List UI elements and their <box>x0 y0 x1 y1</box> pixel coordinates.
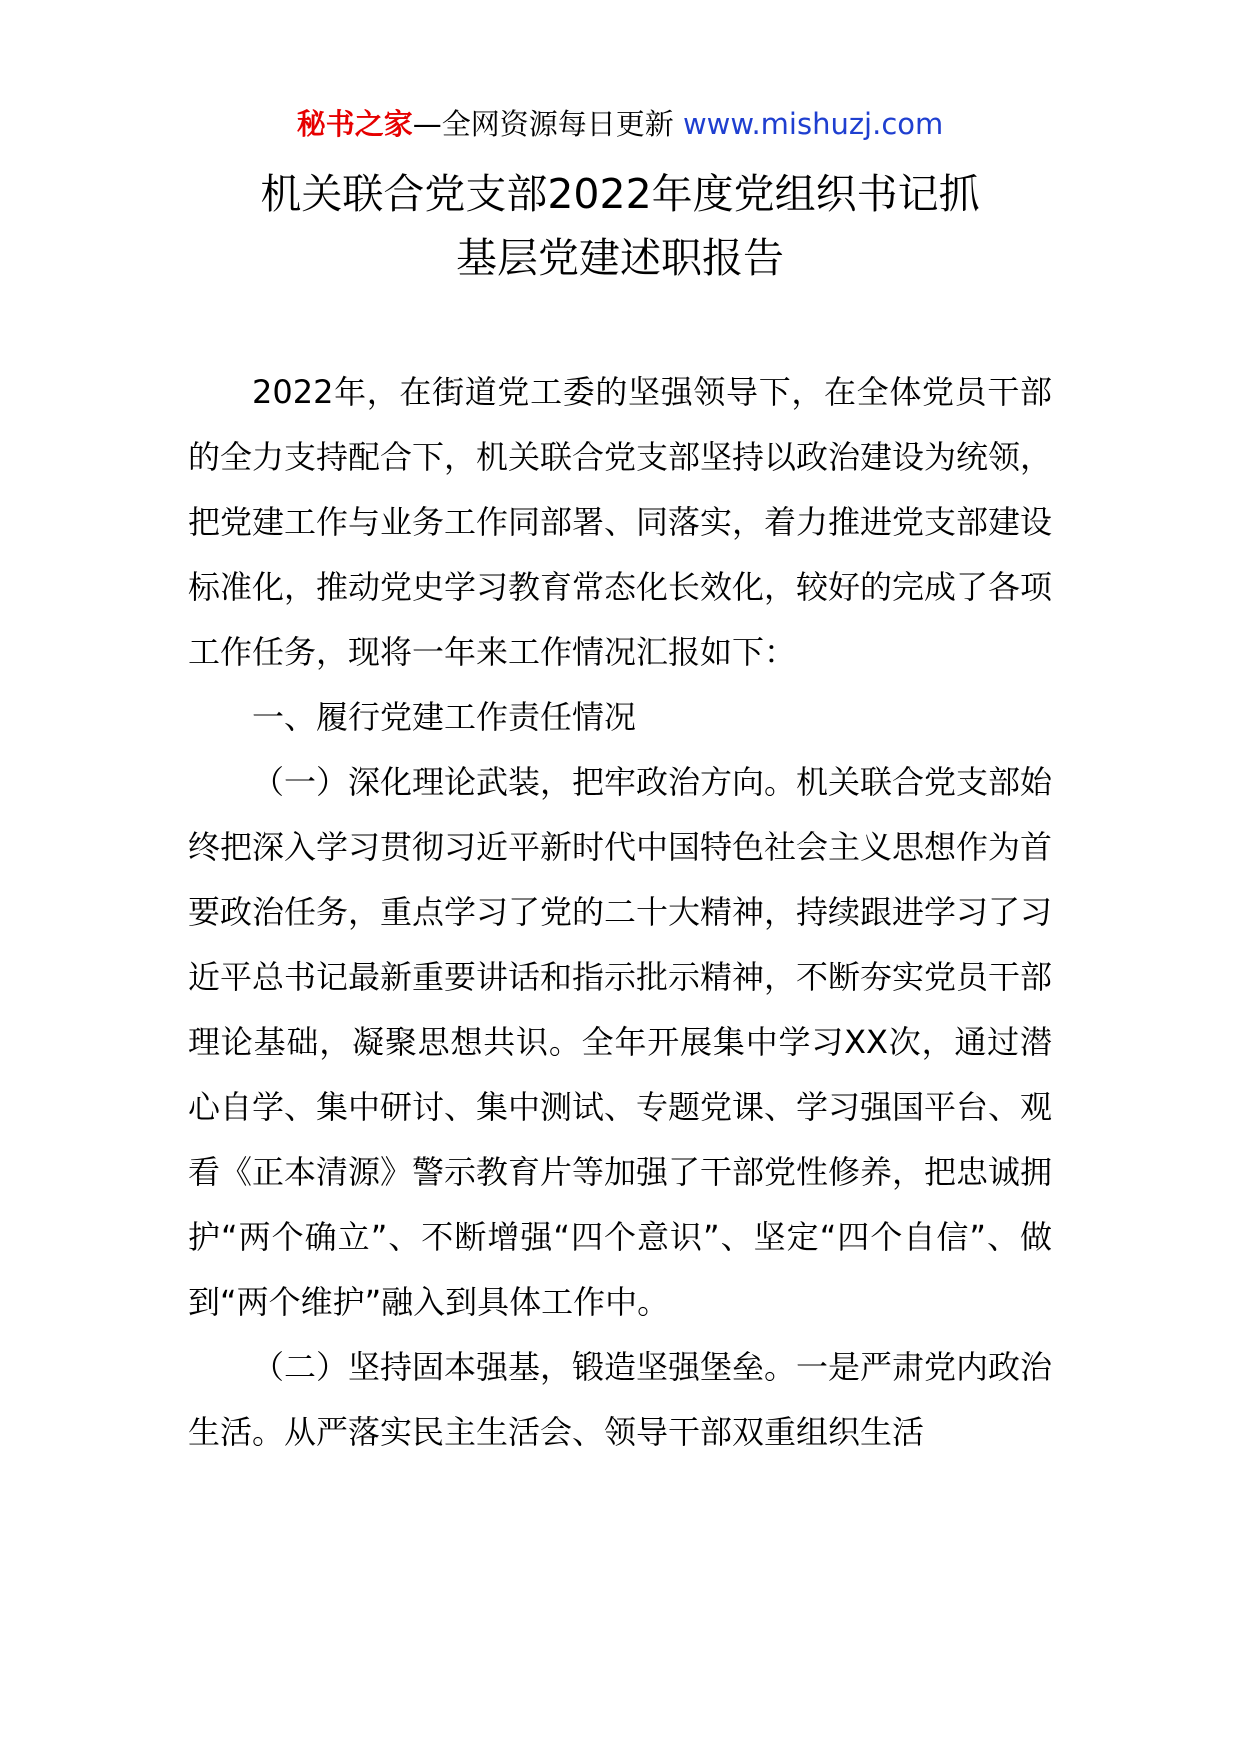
subsection-1-paragraph: （一）深化理论武装，把牢政治方向。机关联合党支部始终把深入学习贯彻习近平新时代中国特色社会主义思想作为首要政治任务，重点学习了党的二十大精神，持续跟进学习了习近平总书记最新重要讲话和指示批示精神，不断夯实党员干部理论基础，凝聚思想共识。全年开展集中学习XX次，通过潜心自学、集中研讨、集中测试、专题党课、学习强国平台、观看《正本清源》警示教育片等加强了干部党性修养，把忠诚拥护“两个确立”、不断增强“四个意识”、坚定“四个自信”、做到“两个维护”融入到具体工作中。 <box>188 763 1053 1321</box>
document-title <box>0 162 1240 290</box>
header-tagline: —全网资源每日更新 <box>412 107 683 141</box>
document-body <box>188 360 1052 1465</box>
section-heading: 一、履行党建工作责任情况 <box>252 698 637 736</box>
subsection-2-paragraph: （二）坚持固本强基，锻造坚强堡垒。一是严肃党内政治生活。从严落实民主生活会、领导干部双重组织生活 <box>188 1348 1053 1451</box>
intro-paragraph: 2022年，在街道党工委的坚强领导下，在全体党员干部的全力支持配合下，机关联合党支部坚持以政治建设为统领，把党建工作与业务工作同部署、同落实，着力推进党支部建设标准化，推动党史学习教育常态化长效化，较好的完成了各项工作任务，现将一年来工作情况汇报如下： <box>188 373 1053 671</box>
brand-name: 秘书之家 <box>296 107 413 141</box>
site-url-link[interactable]: www.mishuzj.com <box>682 107 944 141</box>
title-line-2: 基层党建述职报告 <box>456 234 784 282</box>
site-header <box>0 102 1240 146</box>
title-line-1: 机关联合党支部2022年度党组织书记抓 <box>260 170 980 218</box>
